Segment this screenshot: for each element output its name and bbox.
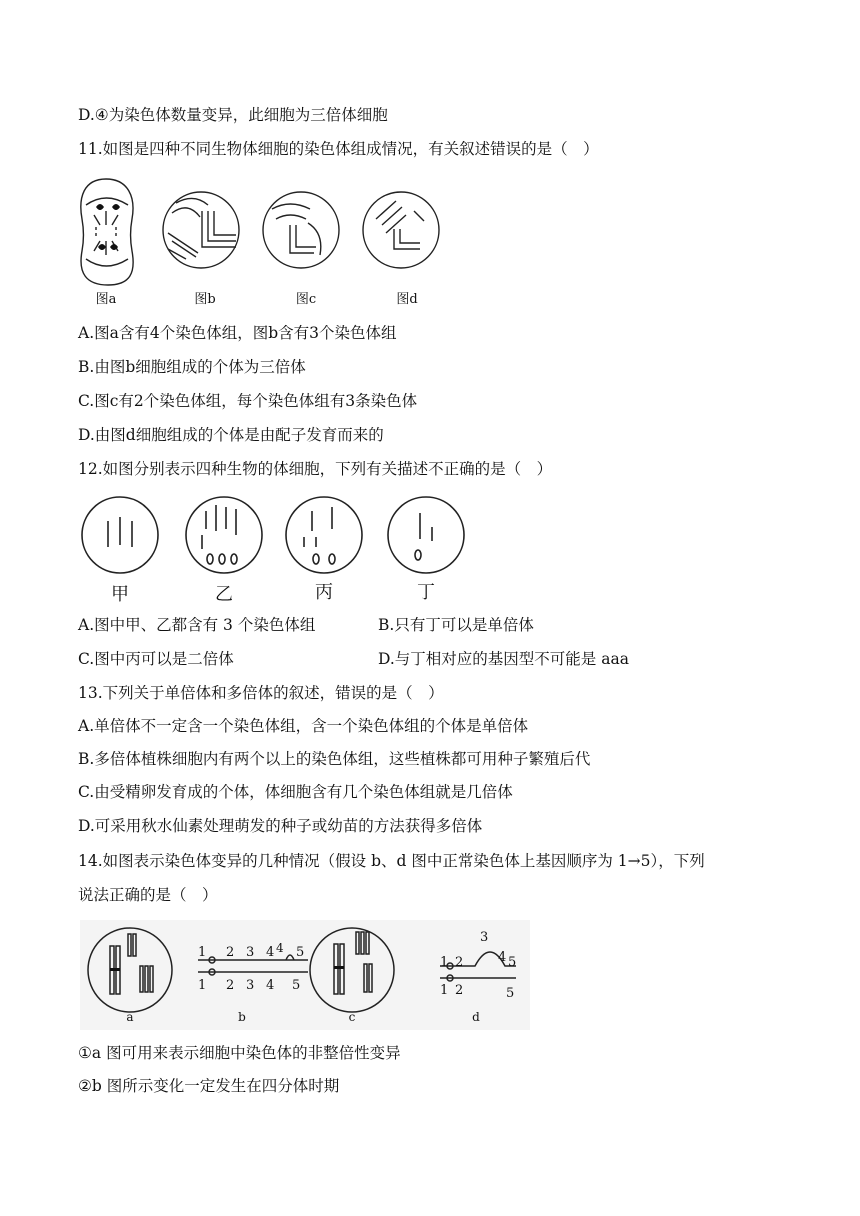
figure-12 [76, 495, 476, 575]
q12-option-d: D.与丁相对应的基因型不可能是 aaa [378, 650, 629, 668]
fig14-b-bottom-5: 5 [292, 978, 301, 993]
fig14-b-bottom-3: 3 [246, 978, 255, 993]
q11-option-d: D.由图d细胞组成的个体是由配子发育而来的 [78, 426, 384, 444]
q11-option-b: B.由图b细胞组成的个体为三倍体 [78, 358, 306, 376]
fig12-label-bing: 丙 [315, 582, 333, 603]
fig11-label-b: 图b [194, 292, 216, 307]
fig14-b-top-5: 5 [296, 945, 305, 960]
fig14-d-bottom-1: 1 [440, 983, 449, 998]
fig14-b-top-4: 4 [266, 945, 275, 960]
fig14-b-bottom-2: 2 [226, 978, 235, 993]
fig14-b-top-3: 3 [246, 945, 255, 960]
fig14-label-c: c [348, 1010, 356, 1024]
q13-option-c: C.由受精卵发育成的个体，体细胞含有几个染色体组就是几倍体 [78, 783, 513, 801]
fig14-d-bottom-5: 5 [506, 986, 515, 1001]
question-13: 13.下列关于单倍体和多倍体的叙述，错误的是（ ） [78, 684, 444, 702]
fig14-b-top-1: 1 [198, 945, 207, 960]
fig12-label-jia: 甲 [111, 584, 129, 605]
fig14-d-bottom-2: 2 [455, 983, 464, 998]
fig14-d-top-1: 1 [440, 955, 449, 970]
line-d-option: D.④为染色体数量变异，此细胞为三倍体细胞 [78, 106, 388, 124]
question-12: 12.如图分别表示四种生物的体细胞，下列有关描述不正确的是（ ） [78, 460, 553, 478]
fig14-b-top-4b: 4 [276, 941, 284, 955]
question-11: 11.如图是四种不同生物体细胞的染色体组成情况，有关叙述错误的是（ ） [78, 140, 599, 158]
q12-option-c: C.图中丙可以是二倍体 [78, 650, 234, 668]
fig12-label-yi: 乙 [215, 584, 233, 605]
question-14-line2: 说法正确的是（ ） [78, 886, 218, 904]
q12-option-b: B.只有丁可以是单倍体 [378, 616, 534, 634]
question-14-line1: 14.如图表示染色体变异的几种情况（假设 b、d 图中正常染色体上基因顺序为 1→5），下列 [78, 852, 705, 870]
q11-option-c: C.图c有2个染色体组，每个染色体组有3条染色体 [78, 392, 418, 410]
fig14-d-top-5: 5 [508, 955, 517, 970]
fig14-label-d: d [472, 1010, 480, 1024]
fig11-label-c: 图c [295, 292, 317, 307]
fig14-d-top-2: 2 [455, 955, 464, 970]
fig14-d-loop-3: 3 [480, 930, 489, 945]
q11-option-a: A.图a含有4个染色体组，图b含有3个染色体组 [78, 324, 397, 342]
fig11-label-d: 图d [396, 292, 418, 307]
fig14-b-bottom-4: 4 [266, 978, 275, 993]
q14-statement-1: ①a 图可用来表示细胞中染色体的非整倍性变异 [78, 1044, 401, 1062]
fig14-label-b: b [238, 1010, 246, 1024]
q14-statement-2: ②b 图所示变化一定发生在四分体时期 [78, 1077, 340, 1095]
fig14-b-top-2: 2 [226, 945, 235, 960]
fig14-b-bottom-1: 1 [198, 978, 207, 993]
fig12-label-ding: 丁 [417, 582, 435, 603]
q13-option-b: B.多倍体植株细胞内有两个以上的染色体组，这些植株都可用种子繁殖后代 [78, 750, 591, 768]
q13-option-a: A.单倍体不一定含一个染色体组，含一个染色体组的个体是单倍体 [78, 717, 529, 735]
q13-option-d: D.可采用秋水仙素处理萌发的种子或幼苗的方法获得多倍体 [78, 817, 483, 835]
q12-option-a: A.图中甲、乙都含有 3 个染色体组 [78, 616, 316, 634]
fig14-d-top-4: 4 [498, 950, 507, 965]
fig14-label-a: a [126, 1010, 134, 1024]
fig11-label-a: 图a [95, 292, 117, 307]
